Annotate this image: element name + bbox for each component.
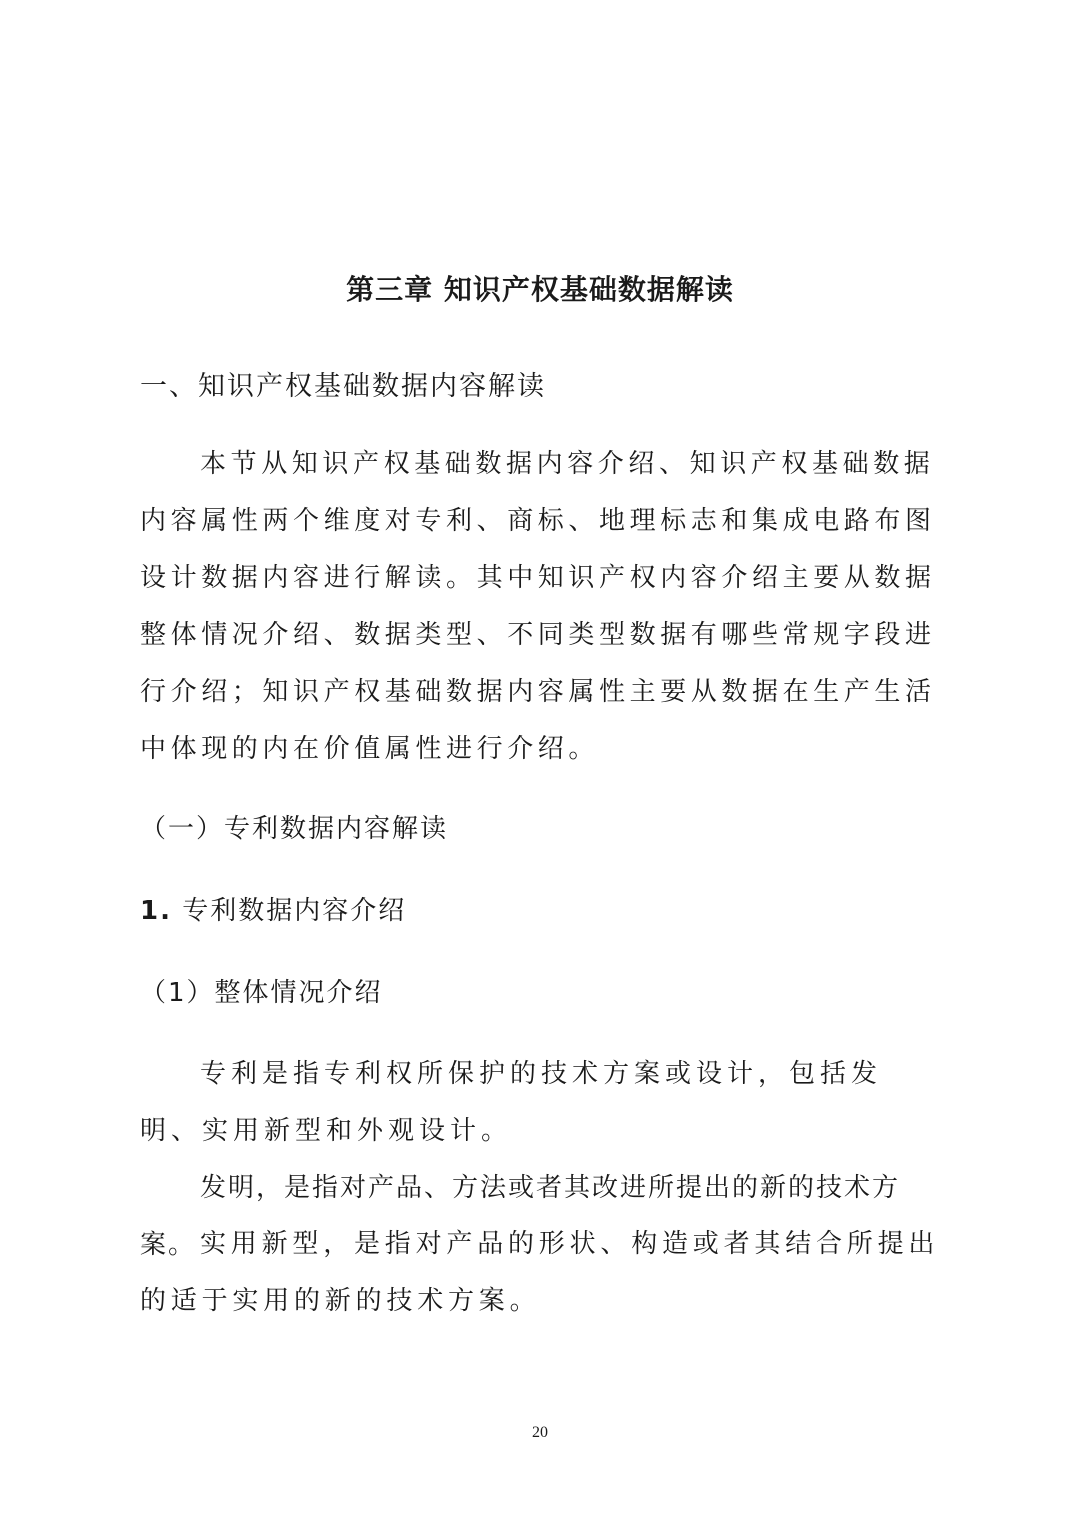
- page-number: 20: [532, 1424, 548, 1441]
- intro-paragraph: 本节从知识产权基础数据内容介绍、知识产权基础数据内容属性两个维度对专利、商标、地理标志和集成电路布图设计数据内容进行解读。其中知识产权内容介绍主要从数据整体情况介绍、数据类型、不同类型数据有哪些常规字段进行介绍；知识产权基础数据内容属性主要从数据在生产生活中体现的内在价值属性进行介绍。: [140, 449, 936, 764]
- sub-item-heading: （1）整体情况介绍: [140, 978, 383, 1008]
- invention-definition-paragraph: 发明，是指对产品、方法或者其改进所提出的新的技术方案。: [140, 1173, 901, 1260]
- patent-definition-paragraph: 专利是指专利权所保护的技术方案或设计，包括发明、实用新型和外观设计。: [140, 1059, 883, 1146]
- section-heading: 一、知识产权基础数据内容解读: [140, 371, 546, 402]
- item-heading-text: 专利数据内容介绍: [171, 896, 407, 926]
- item-number: 1.: [140, 896, 172, 926]
- subsection-heading: （一）专利数据内容解读: [140, 814, 449, 844]
- utility-model-definition-paragraph: 实用新型，是指对产品的形状、构造或者其结合所提出的适于实用的新的技术方案。: [140, 1229, 940, 1316]
- item-heading: [140, 890, 406, 927]
- chapter-title: 第三章 知识产权基础数据解读: [346, 273, 734, 306]
